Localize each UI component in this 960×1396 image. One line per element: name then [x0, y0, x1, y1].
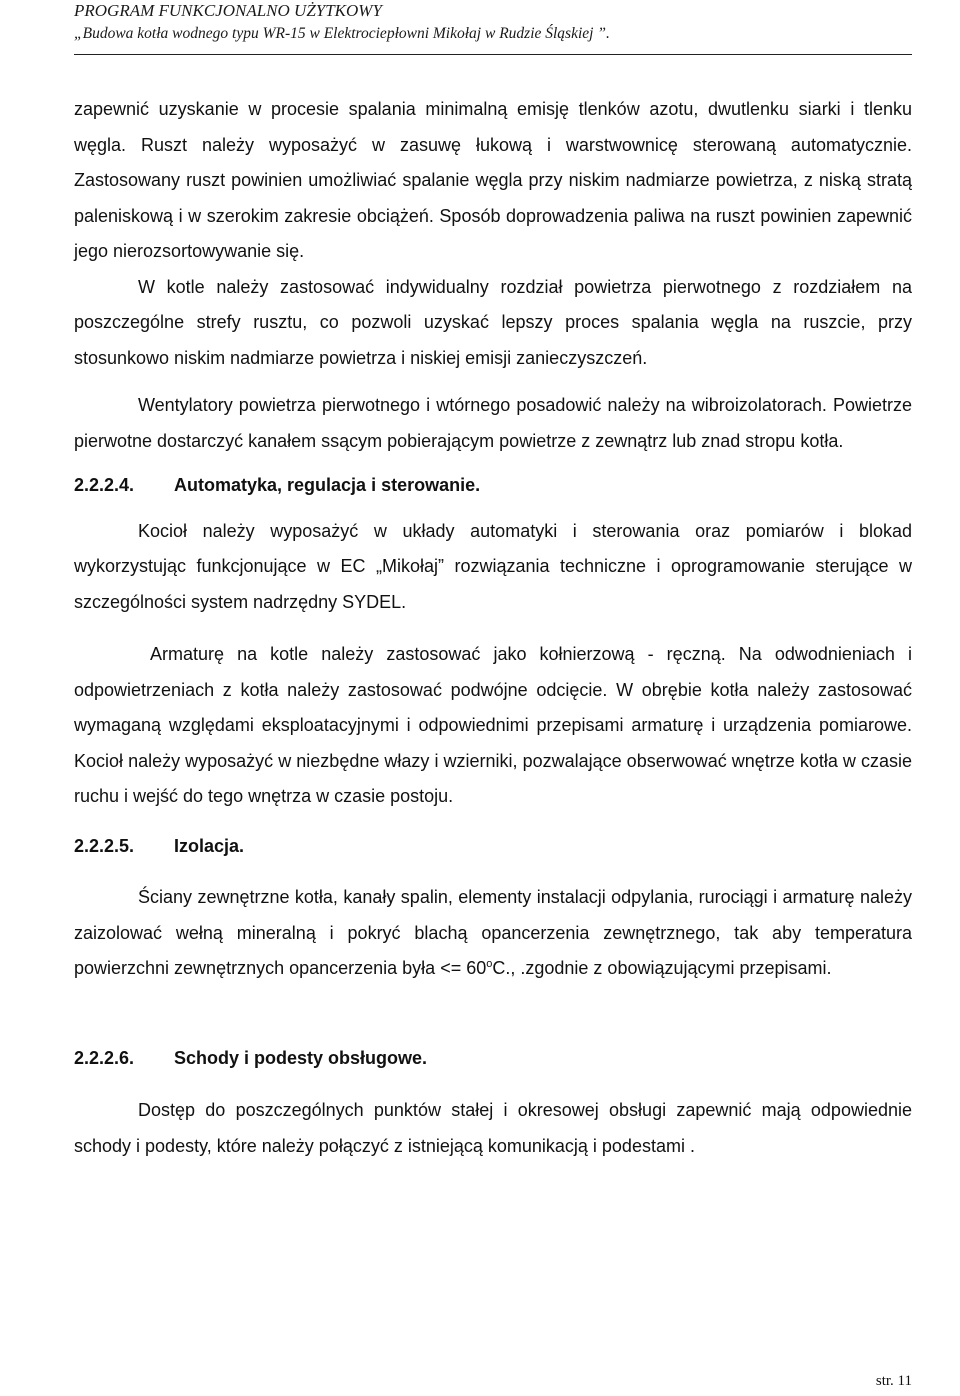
- degree-superscript: o: [486, 958, 493, 970]
- header-title: PROGRAM FUNKCJONALNO UŻYTKOWY: [74, 1, 382, 20]
- section-number: 2.2.2.4.: [74, 475, 135, 495]
- section-number: 2.2.2.5.: [74, 835, 135, 856]
- section-heading-automatyka: [74, 468, 912, 504]
- paragraph-6-text-a: Ściany zewnętrzne kotła, kanały spalin, elementy instalacji odpylania, rurociągi i armaturę należy zaizolować wełną mineralną i pokryć blachą opancerzenia zewnętrznego, tak aby temperatura powierzchni zewnętrznych opancerzenia była <= 60: [74, 887, 912, 978]
- section-number: 2.2.2.6.: [74, 1047, 135, 1068]
- paragraph-1: zapewnić uzyskanie w procesie spalania minimalną emisję tlenków azotu, dwutlenku siarki i tlenku węgla. Ruszt należy wyposażyć w zasuwę łukową i warstwownicę sterowaną automatycznie. Zastosowany ruszt powinien umożliwiać spalanie węgla przy niskim nadmiarze powietrza, z niską stratą paleniskową i w szerokim zakresie obciążeń. Sposób doprowadzenia paliwa na ruszt powinien zapewnić jego nierozsortowywanie się.: [74, 99, 912, 261]
- paragraph-3: Wentylatory powietrza pierwotnego i wtórnego posadowić należy na wibroizolatorach. Powietrze pierwotne dostarczyć kanałem ssącym pobierającym powietrze z zewnątrz lub znad stropu kotła.: [74, 395, 912, 451]
- paragraph-5: Armaturę na kotle należy zastosować jako kołnierzową - ręczną. Na odwodnieniach i odpowietrzeniach z kotła należy zastosować podwójne odcięcie. W obrębie kotła należy zastosować wymaganą względami eksploatacyjnymi i odpowiednimi przepisami armaturę i urządzenia pomiarowe. Kocioł należy wyposażyć w niezbędne włazy i wzierniki, pozwalające obserwować wnętrze kotła w czasie ruchu i wejść do tego wnętrza w czasie postoju.: [74, 644, 912, 806]
- section-title: Izolacja.: [174, 835, 245, 856]
- section-title: Schody i podesty obsługowe.: [174, 1047, 428, 1068]
- paragraph-7: Dostęp do poszczególnych punktów stałej i okresowej obsługi zapewnić mają odpowiednie schody i podesty, które należy połączyć z istniejącą komunikacją i podestami .: [74, 1100, 912, 1156]
- section-heading-schody: [74, 1041, 912, 1077]
- header-subtitle: „Budowa kotła wodnego typu WR-15 w Elektrociepłowni Mikołaj w Rudzie Śląskiej ”.: [74, 25, 610, 42]
- section-title: Automatyka, regulacja i sterowanie.: [174, 475, 481, 495]
- page-number: str. 11: [875, 1373, 912, 1389]
- paragraph-4: Kocioł należy wyposażyć w układy automatyki i sterowania oraz pomiarów i blokad wykorzystując funkcjonujące w EC „Mikołaj” rozwiązania techniczne i oprogramowanie sterujące w szczególności system nadrzędny SYDEL.: [74, 520, 912, 612]
- document-body: [74, 92, 912, 1164]
- header-divider: [74, 54, 912, 55]
- paragraph-2: W kotle należy zastosować indywidualny rozdział powietrza pierwotnego z rozdziałem na poszczególne strefy rusztu, co pozwoli uzyskać lepszy proces spalania węgla na ruszcie, przy stosunkowo niskim nadmiarze powietrza i niskiej emisji zanieczyszczeń.: [74, 276, 912, 368]
- paragraph-6: [74, 880, 912, 987]
- section-heading-izolacja: [74, 829, 912, 865]
- paragraph-6-text-b: C., .zgodnie z obowiązującymi przepisami.: [492, 958, 832, 978]
